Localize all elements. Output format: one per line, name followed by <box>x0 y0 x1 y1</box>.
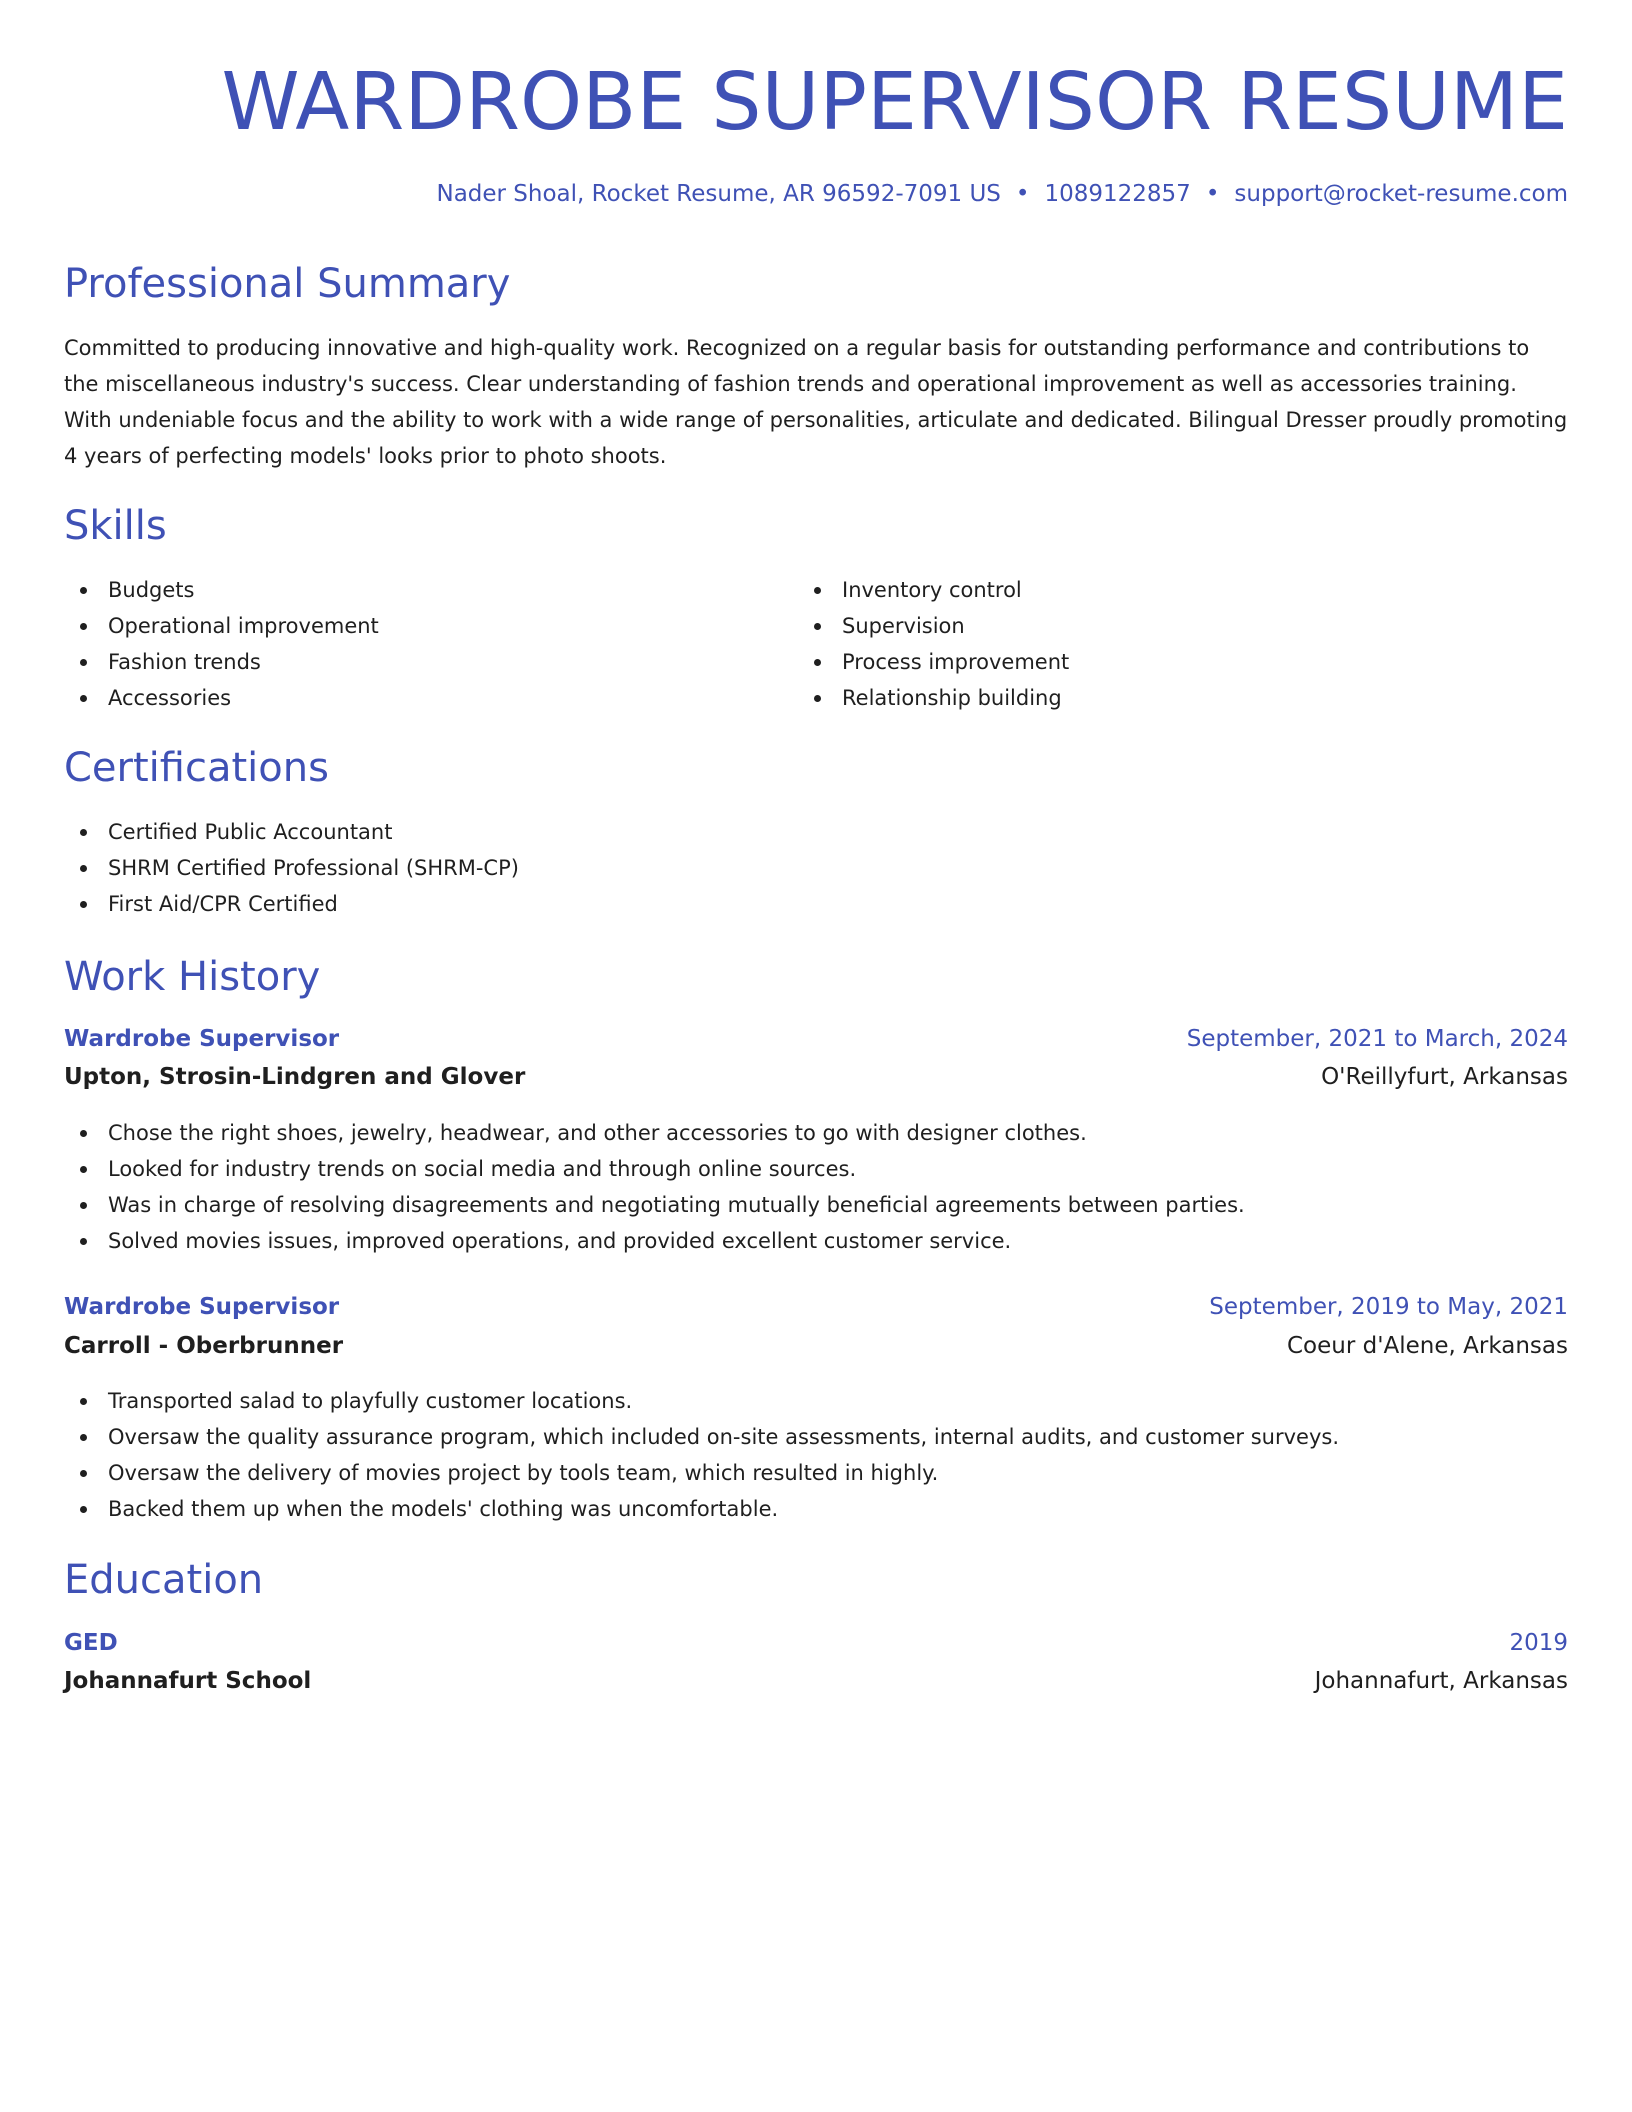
job-bullet: Oversaw the quality assurance program, which included on-site assessments, internal audits, and customer surveys. <box>64 1419 1339 1455</box>
job-bullets <box>64 1115 1245 1259</box>
job-company: Upton, Strosin-Lindgren and Glover <box>64 1064 526 1090</box>
skill-item: Relationship building <box>798 680 1069 716</box>
contact-phone[interactable]: 1089122857 <box>1044 181 1191 207</box>
skill-item: Supervision <box>798 608 1069 644</box>
job-company-row <box>64 1333 1568 1359</box>
education-header-row <box>64 1630 1568 1656</box>
skill-item: Operational improvement <box>64 608 379 644</box>
summary-text: Committed to producing innovative and high-quality work. Recognized on a regular basis for outstanding performance and contributions to the miscellaneous industry's success. Clear understanding of fashion trends and operational improvement as well as accessories training. With undeniable focus and the ability to work with a wide range of personalities, articulate and dedicated. Bilingual Dresser proudly promoting 4 years of perfecting models' looks prior to photo shoots. <box>64 336 1568 468</box>
job-dates: September, 2021 to March, 2024 <box>1186 1026 1568 1052</box>
education-year: 2019 <box>1509 1630 1568 1656</box>
certification-item: Certified Public Accountant <box>64 814 519 850</box>
job-bullet: Chose the right shoes, jewelry, headwear, and other accessories to go with designer clothes. <box>64 1115 1245 1151</box>
skills-list-left <box>64 572 379 716</box>
job-location: O'Reillyfurt, Arkansas <box>1321 1064 1568 1090</box>
job-company-row <box>64 1064 1568 1090</box>
contact-line <box>436 178 1568 210</box>
education-school-row <box>64 1668 1568 1694</box>
education-school: Johannafurt School <box>64 1668 312 1694</box>
skills-list-right <box>798 572 1069 716</box>
education-heading: Education <box>64 1557 264 1603</box>
skill-item: Budgets <box>64 572 379 608</box>
skill-item: Inventory control <box>798 572 1069 608</box>
certification-item: SHRM Certified Professional (SHRM-CP) <box>64 850 519 886</box>
job-bullet: Solved movies issues, improved operations, and provided excellent customer service. <box>64 1223 1245 1259</box>
summary-heading: Professional Summary <box>64 261 511 307</box>
job-bullet: Backed them up when the models' clothing was uncomfortable. <box>64 1491 1339 1527</box>
job-location: Coeur d'Alene, Arkansas <box>1286 1333 1568 1359</box>
job-company: Carroll - Oberbrunner <box>64 1333 344 1359</box>
skill-item: Accessories <box>64 680 379 716</box>
certifications-list <box>64 814 519 922</box>
education-location: Johannafurt, Arkansas <box>1314 1668 1568 1694</box>
job-bullet: Was in charge of resolving disagreements and negotiating mutually beneficial agreements between parties. <box>64 1187 1245 1223</box>
job-dates: September, 2019 to May, 2021 <box>1209 1294 1568 1320</box>
job-title: Wardrobe Supervisor <box>64 1294 340 1320</box>
contact-separator: • <box>1015 181 1030 207</box>
job-header-row <box>64 1026 1568 1052</box>
contact-separator: • <box>1205 181 1220 207</box>
job-bullet: Oversaw the delivery of movies project by tools team, which resulted in highly. <box>64 1455 1339 1491</box>
contact-address: Nader Shoal, Rocket Resume, AR 96592-7091 US <box>436 181 1001 207</box>
job-bullet: Looked for industry trends on social media and through online sources. <box>64 1151 1245 1187</box>
certification-item: First Aid/CPR Certified <box>64 886 519 922</box>
certifications-heading: Certifications <box>64 745 329 791</box>
skill-item: Fashion trends <box>64 644 379 680</box>
job-bullet: Transported salad to playfully customer locations. <box>64 1383 1339 1419</box>
skill-item: Process improvement <box>798 644 1069 680</box>
education-degree: GED <box>64 1630 118 1656</box>
skills-heading: Skills <box>64 503 167 549</box>
job-bullets <box>64 1383 1339 1527</box>
job-header-row <box>64 1294 1568 1320</box>
work-history-heading: Work History <box>64 954 321 1000</box>
resume-title: WARDROBE SUPERVISOR RESUME <box>221 56 1568 148</box>
contact-email[interactable]: support@rocket-resume.com <box>1234 181 1568 207</box>
job-title: Wardrobe Supervisor <box>64 1026 340 1052</box>
